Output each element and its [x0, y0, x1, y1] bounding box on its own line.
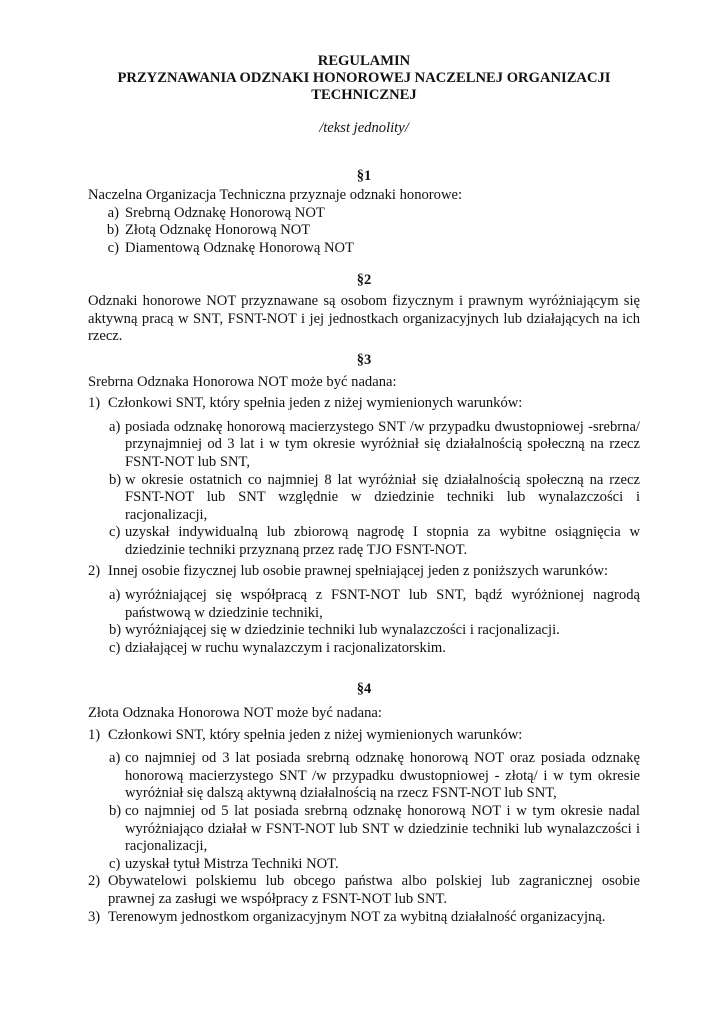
section-3-intro: Srebrna Odznaka Honorowa NOT może być nadana:	[88, 373, 397, 390]
list-item	[88, 472, 640, 525]
list-item	[88, 622, 640, 640]
list-item	[88, 640, 640, 658]
section-2-text: Odznaki honorowe NOT przyznawane są osobom fizycznym i prawnym wyróżniającym się aktywną pracą w SNT, FSNT-NOT i jej jednostkach organizacyjnych lub działających na ich rzecz.	[88, 293, 640, 345]
list-text: uzyskał indywidualną lub zbiorową nagrodę I stopnia za wybitne osiągnięcia w dziedzinie techniki przyznaną przez radę TJO FSNT-NOT.	[125, 524, 640, 558]
list-item	[88, 587, 640, 622]
list-label: 1)	[88, 395, 101, 412]
list-text: działającej w ruchu wynalazczym i racjonalizatorskim.	[125, 639, 446, 656]
section-2-mark: §2	[356, 271, 372, 288]
list-text: Innej osobie fizycznej lub osobie prawnej spełniającej jeden z poniższych warunków:	[108, 563, 609, 580]
section-4-mark: §4	[356, 681, 372, 698]
list-label: a)	[107, 204, 119, 221]
list-label: b)	[109, 471, 122, 488]
list-label: b)	[109, 622, 122, 639]
list-label: 2)	[88, 563, 101, 580]
list-text: wyróżniającej się w dziedzinie techniki lub wynalazczości i racjonalizacji.	[125, 622, 560, 639]
list-item	[88, 222, 640, 240]
list-text: Obywatelowi polskiemu lub obcego państwa albo polskiej lub zagranicznej osobie prawnej za zasługi we współpracy z FSNT-NOT lub SNT.	[108, 873, 640, 907]
list-item	[88, 727, 640, 745]
list-text: Srebrną Odznakę Honorową NOT	[125, 204, 325, 221]
list-text: Złotą Odznakę Honorową NOT	[125, 222, 311, 239]
list-label: a)	[109, 418, 121, 435]
list-text: wyróżniającej się współpracą z FSNT-NOT lub SNT, bądź wyróżnionej nagrodą państwową w dziedzinie techniki,	[125, 587, 640, 621]
list-item	[88, 873, 640, 908]
list-text: co najmniej od 5 lat posiada srebrną odznakę honorową NOT i w tym okresie nadal wyróżniająco działał w FSNT-NOT lub SNT w dziedzinie techniki lub wynalazczości i racjonalizacji,	[125, 803, 640, 855]
list-text: Terenowym jednostkom organizacyjnym NOT za wybitną działalność organizacyjną.	[108, 908, 606, 925]
list-label: 1)	[88, 726, 101, 743]
list-label: 3)	[88, 908, 101, 925]
section-1	[88, 187, 640, 257]
list-text: posiada odznakę honorową macierzystego SNT /w przypadku dwustopniowej -srebrna/ przynajmniej od 3 lat i w tym okresie wyróżniał się działalnością społeczną na rzecz FSNT-NOT lub SNT,	[125, 418, 640, 470]
list-text: Członkowi SNT, który spełnia jeden z niżej wymienionych warunków:	[108, 395, 523, 412]
list-text: w okresie ostatnich co najmniej 8 lat wyróżniał się działalnością społeczną na rzecz FSNT-NOT lub SNT względnie w dziedzinie techniki lub wynalazczości i racjonalizacji,	[125, 471, 640, 523]
sub-list	[88, 587, 640, 657]
list-label: b)	[109, 803, 122, 819]
list-label: c)	[109, 639, 121, 656]
title-line-3: TECHNICZNEJ	[311, 87, 417, 103]
sub-list	[88, 750, 640, 873]
list-text: uzyskał tytuł Mistrza Techniki NOT.	[125, 855, 339, 872]
document-title	[88, 53, 640, 104]
list-item	[88, 750, 640, 803]
title-line-1: REGULAMIN	[317, 53, 411, 69]
section-3	[88, 374, 640, 658]
list-text: co najmniej od 3 lat posiada srebrną odznakę honorową NOT oraz posiada odznakę honorową macierzystego SNT /w przypadku dwustopniowej - złotą/ i w tym okresie wyróżniał się dalszą aktywną działalnością na rzecz FSNT-NOT lub SNT,	[125, 750, 640, 802]
list-text: Diamentową Odznakę Honorową NOT	[125, 239, 354, 256]
list-item	[88, 909, 640, 927]
sub-list	[88, 419, 640, 560]
list-label: a)	[109, 587, 121, 604]
list-label: b)	[106, 222, 119, 239]
title-line-2: PRZYZNAWANIA ODZNAKI HONOROWEJ NACZELNEJ ORGANIZACJI	[117, 70, 611, 86]
list-label: 2)	[88, 873, 101, 890]
list-item	[88, 205, 640, 223]
section-4	[88, 705, 640, 926]
list-item	[88, 240, 640, 258]
list-item	[88, 563, 640, 581]
list-item	[88, 419, 640, 472]
section-1-intro: Naczelna Organizacja Techniczna przyznaje odznaki honorowe:	[88, 187, 463, 204]
list-item	[88, 395, 640, 413]
list-item	[88, 803, 640, 856]
list-label: c)	[109, 855, 121, 872]
list-text: Członkowi SNT, który spełnia jeden z niżej wymienionych warunków:	[108, 726, 523, 743]
section-1-mark: §1	[356, 167, 372, 184]
section-3-mark: §3	[356, 351, 372, 368]
list-label: a)	[109, 750, 121, 767]
list-label: c)	[109, 524, 121, 541]
document-page	[88, 53, 640, 926]
list-item	[88, 856, 640, 874]
list-item	[88, 524, 640, 559]
list-label: c)	[107, 239, 119, 256]
document-subtitle: /tekst jednolity/	[319, 120, 409, 136]
section-4-intro: Złota Odznaka Honorowa NOT może być nadana:	[88, 705, 382, 722]
